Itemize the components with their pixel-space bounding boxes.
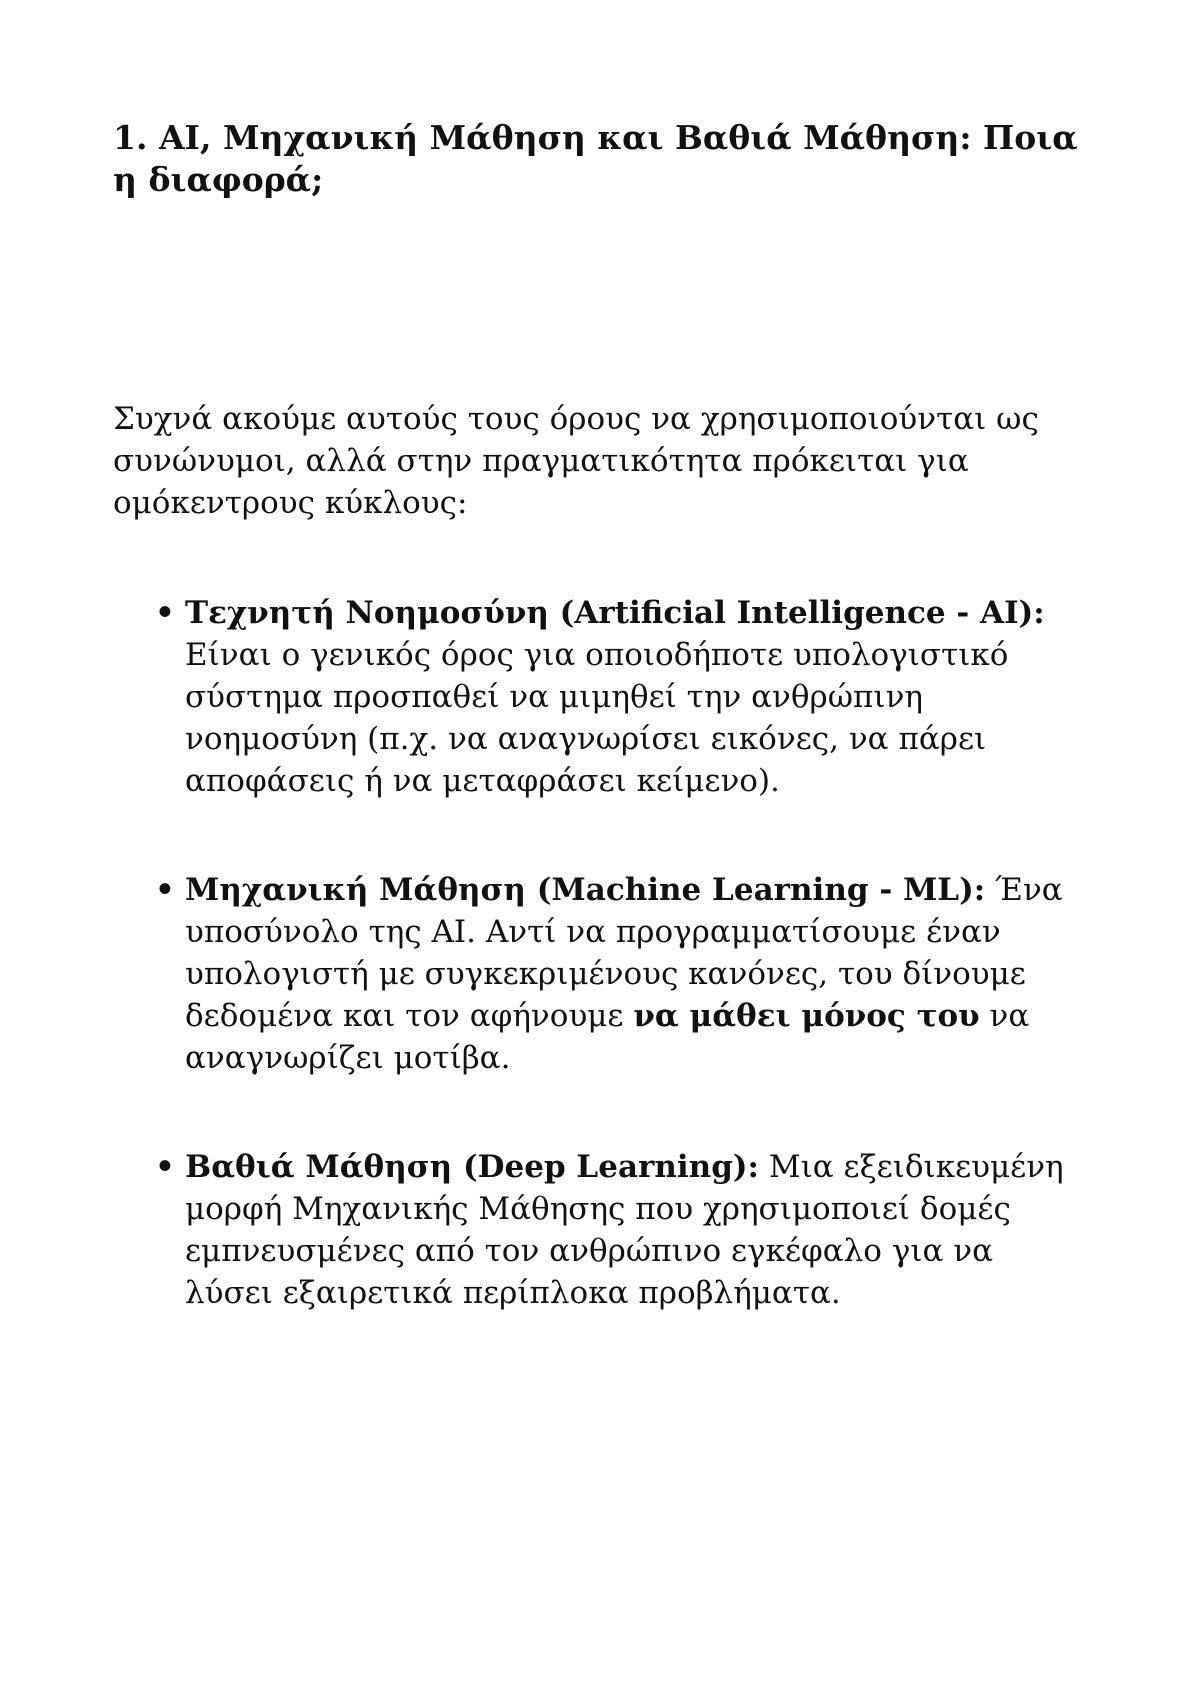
term-ai: Τεχνητή Νοημοσύνη (Artificial Intelligence - AI):: [185, 595, 1045, 631]
definition-ml-part1: Ένα υποσύνολο της AI. Αντί να προγραμματίσουμε έναν υπολογιστή με συγκεκριμένους κανόνες, του δίνουμε δεδομένα και τον αφήνουμε: [185, 872, 1063, 1034]
term-dl: Βαθιά Μάθηση (Deep Learning):: [185, 1149, 759, 1185]
definition-ml-part2: να αναγνωρίζει μοτίβα.: [185, 998, 1030, 1076]
intro-paragraph: Συχνά ακούμε αυτούς τους όρους να χρησιμοποιούνται ως συνώνυμοι, αλλά στην πραγματικότητα πρόκειται για ομόκεντρους κύκλους:: [113, 401, 1039, 521]
definition-ai: Είναι ο γενικός όρος για οποιοδήποτε υπολογιστικό σύστημα προσπαθεί να μιμηθεί την ανθρώπινη νοημοσύνη (π.χ. να αναγνωρίσει εικόνες, να πάρει αποφάσεις ή να μεταφράσει κείμενο).: [185, 637, 1009, 799]
definition-ml-emphasis: να μάθει μόνος του: [633, 998, 980, 1034]
definition-dl: Μια εξειδικευμένη μορφή Μηχανικής Μάθησης που χρησιμοποιεί δομές εμπνευσμένες από τον ανθρώπινο εγκέφαλο για να λύσει εξαιρετικά περίπλοκα προβλήματα.: [185, 1149, 1064, 1311]
list-item-ai: [155, 592, 1090, 802]
section-heading: 1. AI, Μηχανική Μάθηση και Βαθιά Μάθηση: Ποια η διαφορά;: [113, 118, 1078, 199]
bullet-icon: •: [155, 872, 175, 908]
bullet-icon: •: [155, 595, 175, 631]
list-item-ml: [155, 869, 1090, 1079]
list-item-dl: [155, 1146, 1090, 1314]
bullet-icon: •: [155, 1149, 175, 1185]
term-ml: Μηχανική Μάθηση (Machine Learning - ML):: [185, 872, 986, 908]
